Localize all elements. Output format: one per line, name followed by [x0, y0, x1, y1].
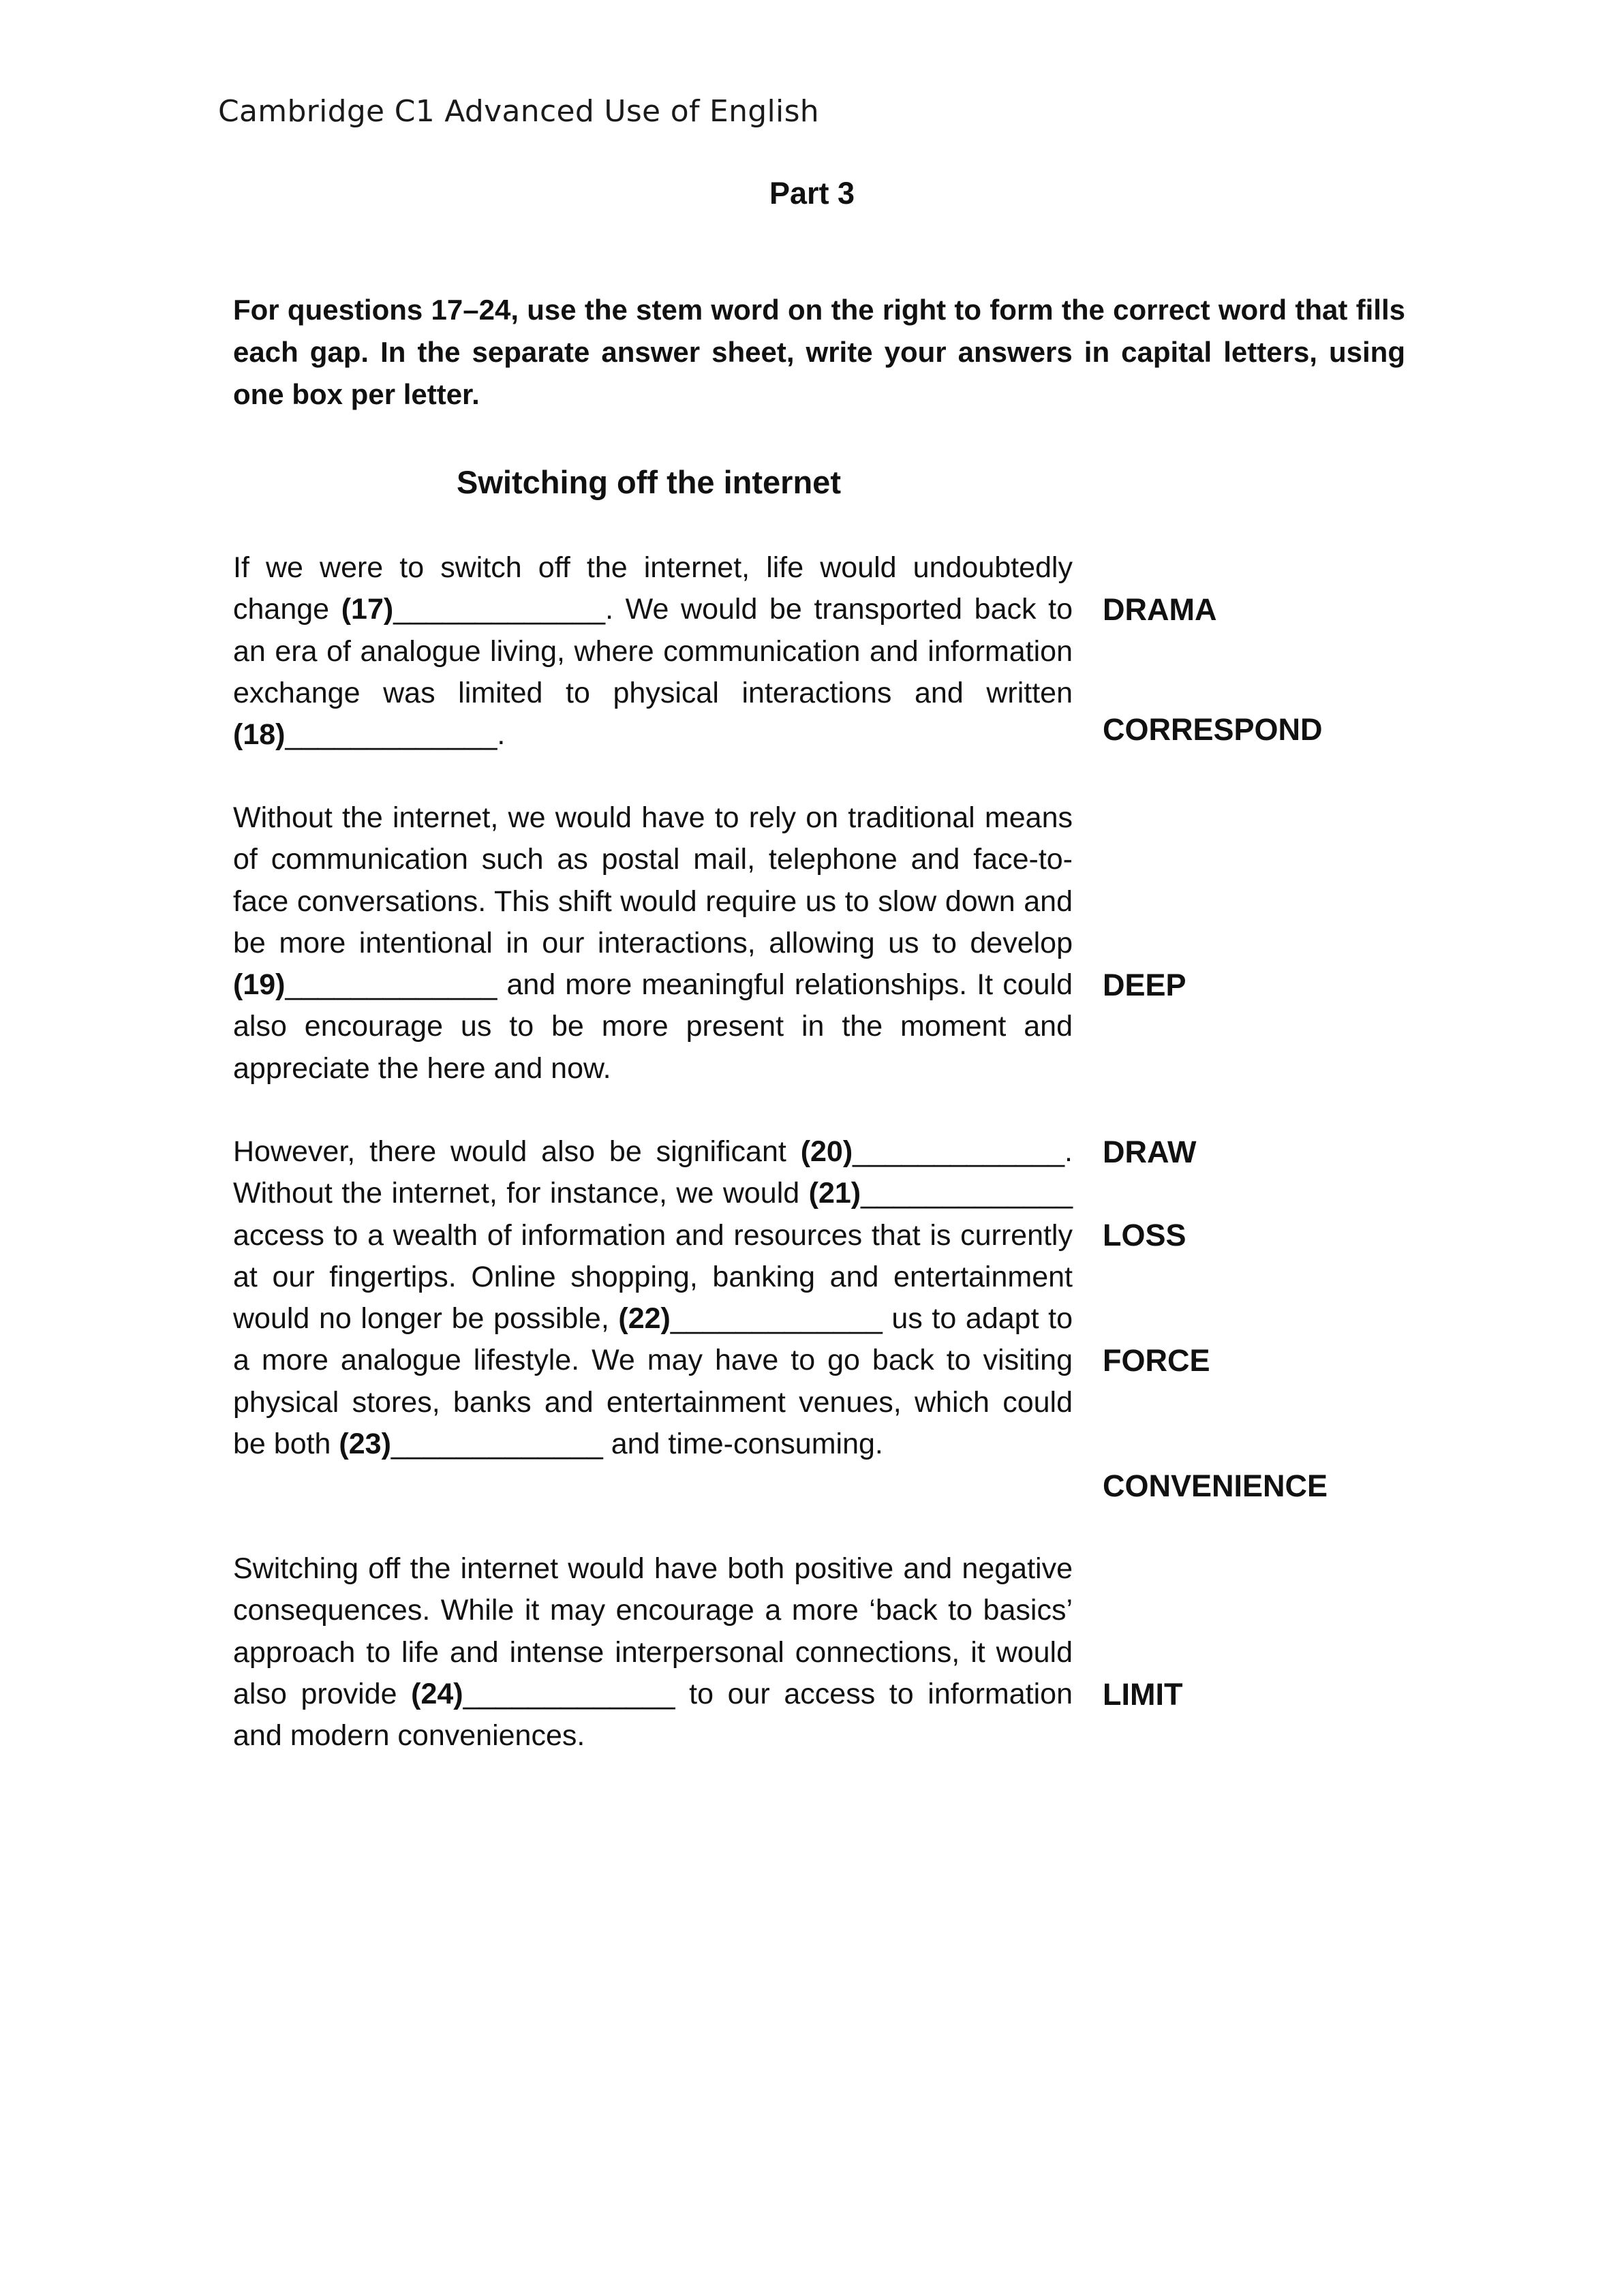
- gap-23-number: (23): [339, 1428, 391, 1461]
- p1-text-b: _____________. We would be transported back to an era of analogue living, where communication and information exchange was limited to physical interactions and written: [233, 593, 1073, 709]
- p3-text-e: _____________ and time-consuming.: [390, 1428, 883, 1461]
- gap-22-number: (22): [618, 1302, 671, 1336]
- stem-word-22: FORCE: [1103, 1343, 1210, 1378]
- gap-17-number: (17): [341, 593, 394, 626]
- p3-text-b: _____________. Without the internet, for instance, we would: [233, 1135, 1073, 1210]
- gap-19-number: (19): [233, 968, 286, 1002]
- part-title-text: Part 3: [769, 176, 855, 211]
- p2-text-a: Without the internet, we would have to rely on traditional means of communication such as postal mail, telephone and face-to-face conversations. This shift would require us to slow down and be more intentional in our interactions, allowing us to develop: [233, 801, 1073, 959]
- text-title: Switching off the internet: [457, 464, 841, 500]
- gap-21-number: (21): [808, 1177, 861, 1210]
- stem-word-23: CONVENIENCE: [1103, 1468, 1328, 1503]
- p4-text-a: Switching off the internet would have both positive and negative consequences. While it may encourage a more ‘back to basics’ approach to life and intense interpersonal connections, it would also provide: [233, 1552, 1073, 1710]
- paragraph-2: [233, 797, 1073, 1090]
- stem-word-18: CORRESPOND: [1103, 712, 1323, 747]
- stem-word-20: DRAW: [1103, 1135, 1197, 1169]
- gap-24-number: (24): [411, 1677, 463, 1710]
- running-header: Cambridge C1 Advanced Use of English: [218, 94, 819, 129]
- p2-text-b: _____________ and more meaningful relationships. It could also encourage us to be more present in the moment and appreciate the here and now.: [233, 968, 1073, 1085]
- p3-text-a: However, there would also be significant: [233, 1135, 801, 1168]
- gap-18-number: (18): [233, 718, 286, 752]
- p3-text-d: _____________ us to adapt to a more analogue lifestyle. We may have to go back to visiting physical stores, banks and entertainment venues, which could be both: [233, 1302, 1073, 1461]
- stem-word-17: DRAMA: [1103, 592, 1217, 627]
- p4-text-b: _____________ to our access to information and modern conveniences.: [233, 1677, 1073, 1753]
- stem-word-24: LIMIT: [1103, 1677, 1183, 1712]
- p1-text-a: If we were to switch off the internet, life would undoubtedly change: [233, 551, 1073, 626]
- p3-text-c: _____________ access to a wealth of information and resources that is currently at our fingertips. Online shopping, banking and entertainment would no longer be possible,: [233, 1177, 1073, 1336]
- stem-word-21: LOSS: [1103, 1218, 1186, 1252]
- stem-word-19: DEEP: [1103, 968, 1186, 1002]
- paragraph-1: [233, 547, 1073, 756]
- instructions: For questions 17–24, use the stem word on the right to form the correct word that fills each gap. In the separate answer sheet, write your answers in capital letters, using one box per letter.: [233, 294, 1405, 410]
- gap-20-number: (20): [800, 1135, 853, 1168]
- part-title: [0, 176, 1624, 211]
- paragraph-4: [233, 1548, 1073, 1757]
- p1-text-c: _____________.: [285, 718, 506, 752]
- paragraph-3: [233, 1131, 1073, 1465]
